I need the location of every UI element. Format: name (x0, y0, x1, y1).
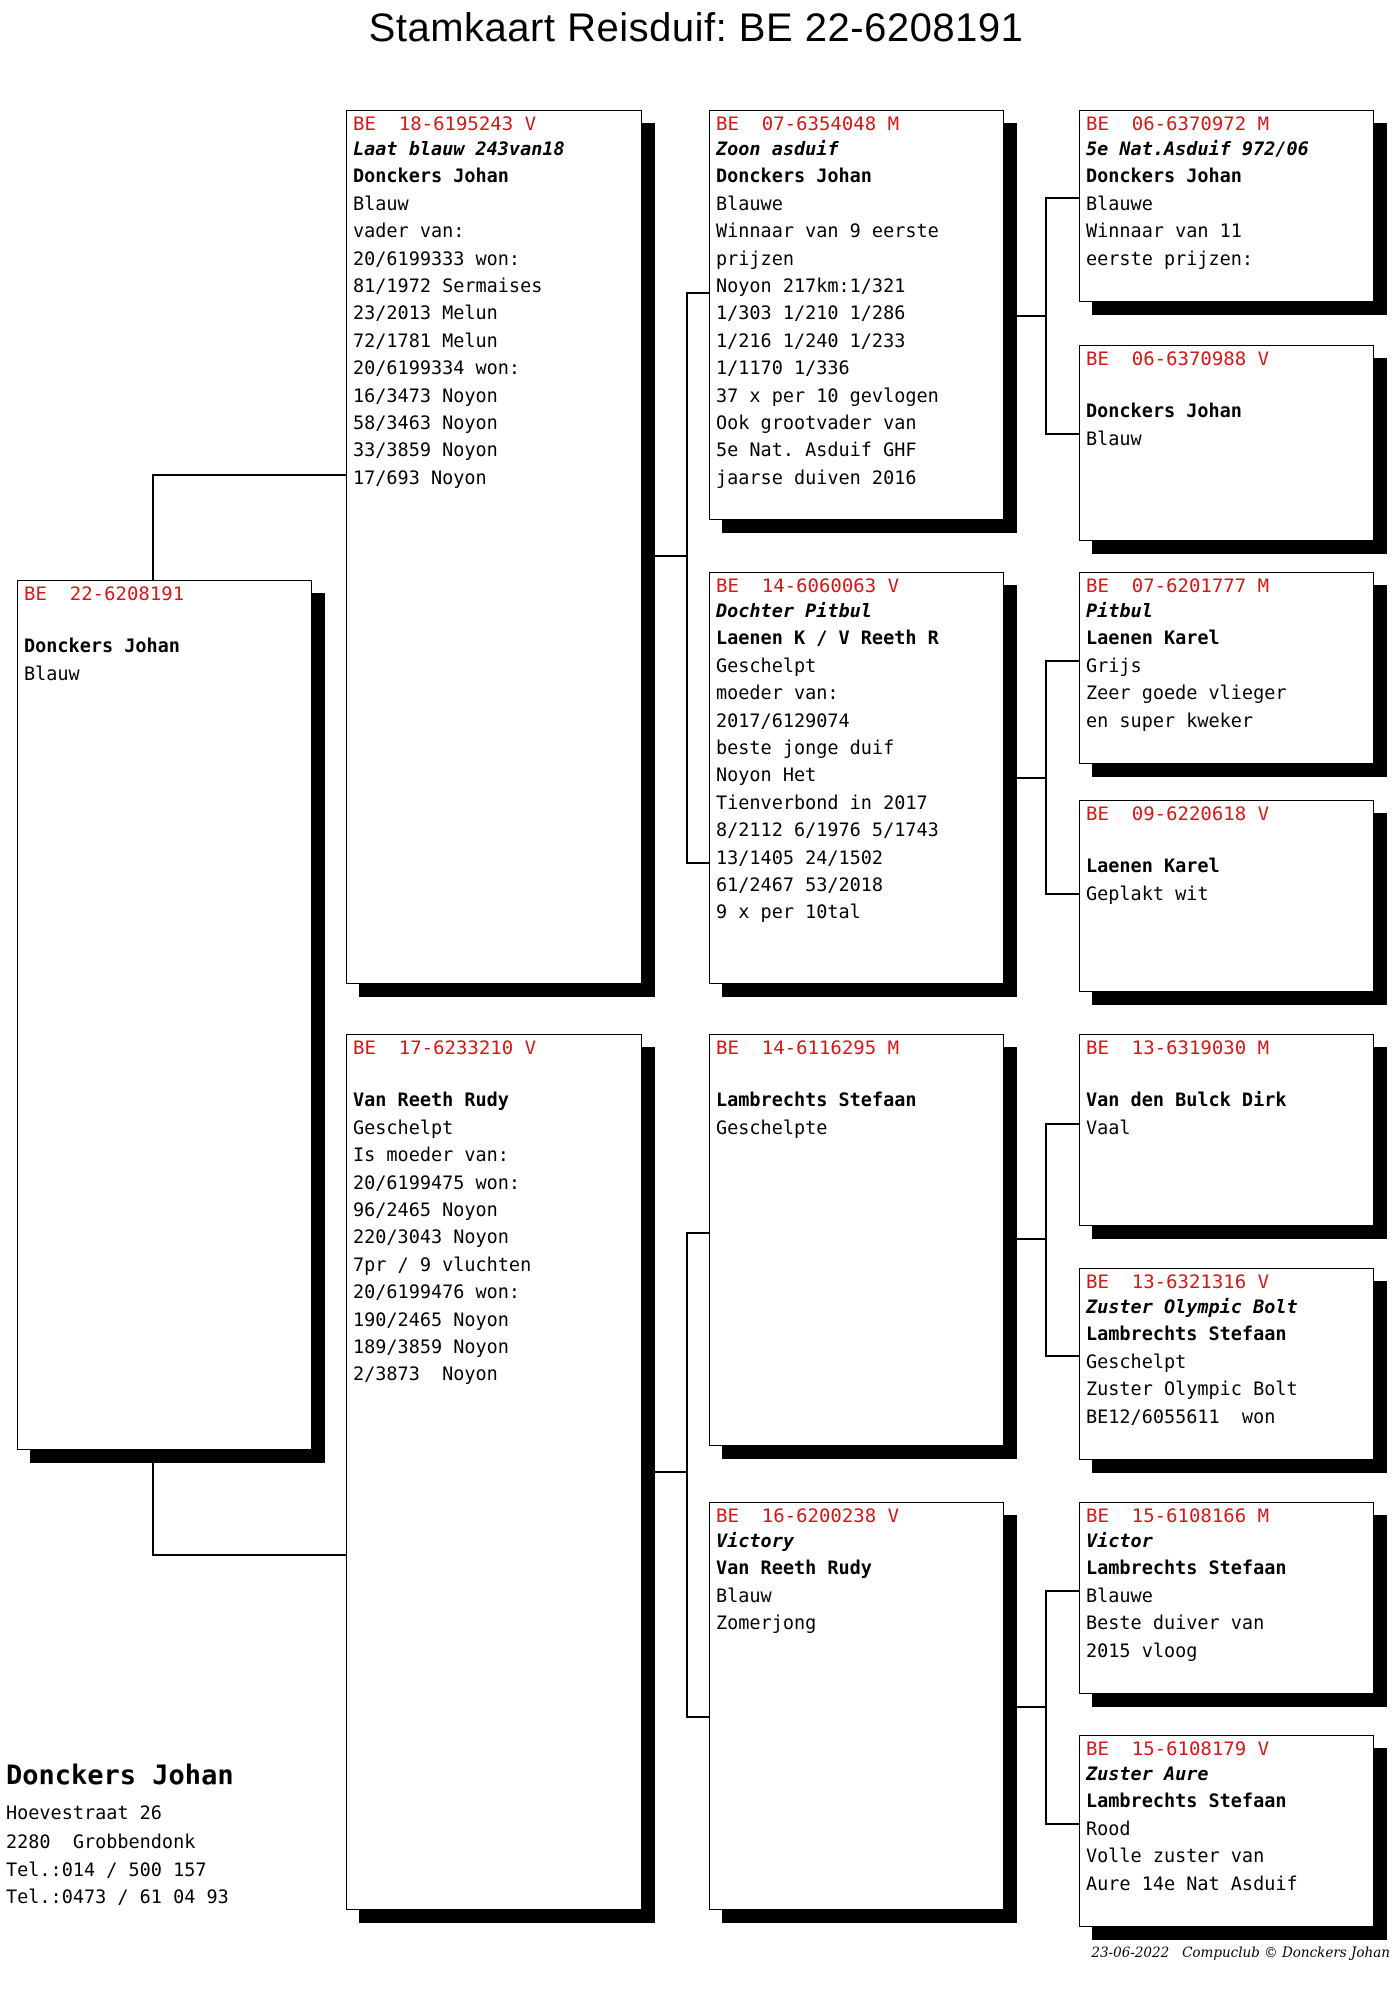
info-line: beste jonge duif (716, 738, 895, 760)
info-line: Blauw (1086, 428, 1142, 450)
connector-line (1016, 777, 1045, 779)
info-line: Geschelpt (716, 655, 817, 677)
pigeon-card-maternal-grandfather (709, 1034, 1004, 1446)
info-line: 16/3473 Noyon (353, 385, 498, 407)
info-line: 5e Nat. Asduif GHF (716, 440, 917, 462)
info-line: vader van: (353, 221, 465, 243)
info-line: 72/1781 Melun (353, 330, 498, 352)
pigeon-name: Dochter Pitbul (716, 601, 872, 622)
pigeon-card-father (346, 110, 642, 984)
connector-line (655, 1471, 686, 1473)
info-line: 20/6199333 won: (353, 248, 521, 270)
breeder-name: Donckers Johan (6, 1760, 234, 1791)
breeder-name: Lambrechts Stefaan (1086, 1791, 1287, 1813)
breeder-name: Laenen Karel (1086, 856, 1220, 878)
info-line: Blauwe (1086, 1585, 1153, 1607)
info-line: Grijs (1086, 655, 1142, 677)
ring-number: BE 14-6116295 M (716, 1037, 900, 1059)
ring-number: BE 07-6201777 M (1086, 575, 1270, 597)
info-line: 190/2465 Noyon (353, 1309, 509, 1331)
info-line: 7pr / 9 vluchten (353, 1254, 532, 1276)
connector-line (686, 1232, 709, 1234)
info-line: Vaal (1086, 1117, 1131, 1139)
info-line: Zomerjong (716, 1613, 817, 1635)
info-line (1086, 826, 1369, 853)
connector-line (686, 862, 709, 864)
connector-line (686, 292, 688, 862)
footer-credit: 23-06-2022 Compuclub © Donckers Johan (1091, 1945, 1390, 1961)
info-line: 8/2112 6/1976 5/1743 (716, 820, 939, 842)
info-line: 23/2013 Melun (353, 303, 498, 325)
info-line: Ook grootvader van (716, 413, 917, 435)
info-line (1086, 1060, 1369, 1087)
connector-line (1045, 1123, 1079, 1125)
breeder-name: Donckers Johan (1086, 166, 1242, 188)
info-line: Noyon 217km:1/321 (716, 276, 906, 298)
ring-number: BE 17-6233210 V (353, 1037, 537, 1059)
info-line: prijzen (716, 248, 794, 270)
pigeon-name: Victor (1086, 1531, 1153, 1552)
connector-line (686, 1716, 709, 1718)
pigeon-name: Victory (716, 1531, 794, 1552)
connector-line (655, 555, 686, 557)
info-line: Aure 14e Nat Asduif (1086, 1873, 1298, 1895)
info-line: Zuster Olympic Bolt (1086, 1379, 1298, 1401)
pigeon-card-ggp-5 (1079, 1034, 1374, 1226)
breeder-name: Lambrechts Stefaan (1086, 1324, 1287, 1346)
connector-line (1045, 197, 1047, 433)
info-line: 20/6199476 won: (353, 1282, 521, 1304)
info-line: 20/6199334 won: (353, 358, 521, 380)
info-line: Blauw (716, 1585, 772, 1607)
info-line: Rood (1086, 1818, 1131, 1840)
ring-number: BE 22-6208191 (24, 583, 185, 605)
ring-number: BE 13-6321316 V (1086, 1271, 1270, 1293)
connector-line (1045, 660, 1079, 662)
info-line (1086, 371, 1369, 398)
connector-line (1045, 1590, 1079, 1592)
pigeon-name: 5e Nat.Asduif 972/06 (1086, 139, 1309, 160)
info-line: 33/3859 Noyon (353, 440, 498, 462)
info-line: Geschelpt (1086, 1351, 1187, 1373)
connector-line (1016, 1706, 1045, 1708)
pigeon-card-paternal-grandfather (709, 110, 1004, 520)
info-line: Tienverbond in 2017 (716, 792, 928, 814)
connector-line (152, 1554, 346, 1556)
info-line: 9 x per 10tal (716, 902, 861, 924)
info-line: Blauw (24, 663, 80, 685)
info-line: 81/1972 Sermaises (353, 276, 543, 298)
breeder-name: Lambrechts Stefaan (1086, 1558, 1287, 1580)
info-line: 20/6199475 won: (353, 1172, 521, 1194)
info-line: 189/3859 Noyon (353, 1337, 509, 1359)
info-line: Beste duiver van (1086, 1613, 1265, 1635)
info-line: Blauw (353, 193, 409, 215)
pigeon-card-ggp-2 (1079, 345, 1374, 541)
ring-number: BE 06-6370988 V (1086, 348, 1270, 370)
breeder-name: Donckers Johan (716, 166, 872, 188)
info-line: 13/1405 24/1502 (716, 847, 884, 869)
connector-line (1045, 1590, 1047, 1823)
connector-line (152, 1463, 154, 1555)
pigeon-name: Zuster Olympic Bolt (1086, 1297, 1298, 1318)
ring-number: BE 15-6108166 M (1086, 1505, 1270, 1527)
pigeon-card-ggp-8 (1079, 1735, 1374, 1927)
ring-number: BE 06-6370972 M (1086, 113, 1270, 135)
breeder-name: Lambrechts Stefaan (716, 1090, 917, 1112)
pigeon-name: Laat blauw 243van18 (353, 139, 565, 160)
info-line: jaarse duiven 2016 (716, 467, 917, 489)
connector-line (1045, 660, 1047, 893)
pigeon-card-paternal-grandmother (709, 572, 1004, 984)
info-line: 58/3463 Noyon (353, 413, 498, 435)
info-line: Blauwe (1086, 193, 1153, 215)
info-line: Blauwe (716, 193, 783, 215)
info-line: Zeer goede vlieger (1086, 683, 1287, 705)
breeder-name: Donckers Johan (1086, 401, 1242, 423)
connector-line (1016, 1238, 1045, 1240)
connector-line (686, 292, 709, 294)
info-line: 1/1170 1/336 (716, 358, 850, 380)
info-line: 37 x per 10 gevlogen (716, 385, 939, 407)
ring-number: BE 18-6195243 V (353, 113, 537, 135)
pigeon-card-subject (17, 580, 312, 1450)
info-line: Noyon Het (716, 765, 817, 787)
pigeon-card-ggp-1 (1079, 110, 1374, 302)
pigeon-name: Zuster Aure (1086, 1764, 1209, 1785)
info-line: Geschelpt (353, 1117, 454, 1139)
breeder-address: Hoevestraat 26 (6, 1803, 162, 1824)
connector-line (1045, 1123, 1047, 1355)
connector-line (1016, 315, 1045, 317)
connector-line (1045, 433, 1079, 435)
info-line: 1/303 1/210 1/286 (716, 303, 906, 325)
connector-line (1045, 893, 1079, 895)
ring-number: BE 14-6060063 V (716, 575, 900, 597)
connector-line (1045, 1823, 1079, 1825)
info-line: 17/693 Noyon (353, 467, 487, 489)
info-line: 220/3043 Noyon (353, 1227, 509, 1249)
breeder-name: Van Reeth Rudy (353, 1090, 509, 1112)
info-line: 2017/6129074 (716, 710, 850, 732)
info-line: BE12/6055611 won (1086, 1406, 1276, 1428)
breeder-name: Donckers Johan (353, 166, 509, 188)
info-line: 61/2467 53/2018 (716, 875, 884, 897)
info-line: 1/216 1/240 1/233 (716, 330, 906, 352)
info-line: Geplakt wit (1086, 883, 1209, 905)
connector-line (152, 474, 346, 476)
info-line: Is moeder van: (353, 1145, 509, 1167)
breeder-name: Van Reeth Rudy (716, 1558, 872, 1580)
breeder-name: Laenen Karel (1086, 628, 1220, 650)
info-line: Geschelpte (716, 1117, 828, 1139)
info-line (353, 1060, 637, 1087)
connector-line (1045, 1355, 1079, 1357)
info-line (716, 1060, 999, 1087)
page-title: Stamkaart Reisduif: BE 22-6208191 (368, 6, 1024, 50)
breeder-name: Van den Bulck Dirk (1086, 1090, 1287, 1112)
breeder-mobile: Tel.:0473 / 61 04 93 (6, 1887, 229, 1908)
info-line: eerste prijzen: (1086, 248, 1254, 270)
info-line: 2/3873 Noyon (353, 1364, 498, 1386)
pigeon-card-ggp-6 (1079, 1268, 1374, 1460)
info-line: Winnaar van 9 eerste (716, 221, 939, 243)
pigeon-name: Pitbul (1086, 601, 1153, 622)
ring-number: BE 07-6354048 M (716, 113, 900, 135)
connector-line (1045, 197, 1079, 199)
info-line: 96/2465 Noyon (353, 1200, 498, 1222)
connector-line (686, 1232, 688, 1716)
ring-number: BE 15-6108179 V (1086, 1738, 1270, 1760)
info-line: en super kweker (1086, 710, 1254, 732)
breeder-city: 2280 Grobbendonk (6, 1832, 196, 1853)
info-line: Volle zuster van (1086, 1846, 1265, 1868)
pigeon-card-maternal-grandmother (709, 1502, 1004, 1910)
pigeon-card-ggp-4 (1079, 800, 1374, 992)
info-line: Winnaar van 11 (1086, 221, 1242, 243)
pigeon-card-mother (346, 1034, 642, 1910)
info-line: 2015 vloog (1086, 1640, 1198, 1662)
info-line: moeder van: (716, 683, 839, 705)
pigeon-name: Zoon asduif (716, 139, 839, 160)
ring-number: BE 13-6319030 M (1086, 1037, 1270, 1059)
ring-number: BE 16-6200238 V (716, 1505, 900, 1527)
ring-number: BE 09-6220618 V (1086, 803, 1270, 825)
breeder-name: Donckers Johan (24, 636, 180, 658)
connector-line (152, 474, 154, 580)
pigeon-card-ggp-7 (1079, 1502, 1374, 1694)
breeder-phone: Tel.:014 / 500 157 (6, 1860, 207, 1881)
pigeon-card-ggp-3 (1079, 572, 1374, 764)
info-line (24, 606, 307, 633)
breeder-name: Laenen K / V Reeth R (716, 628, 939, 650)
